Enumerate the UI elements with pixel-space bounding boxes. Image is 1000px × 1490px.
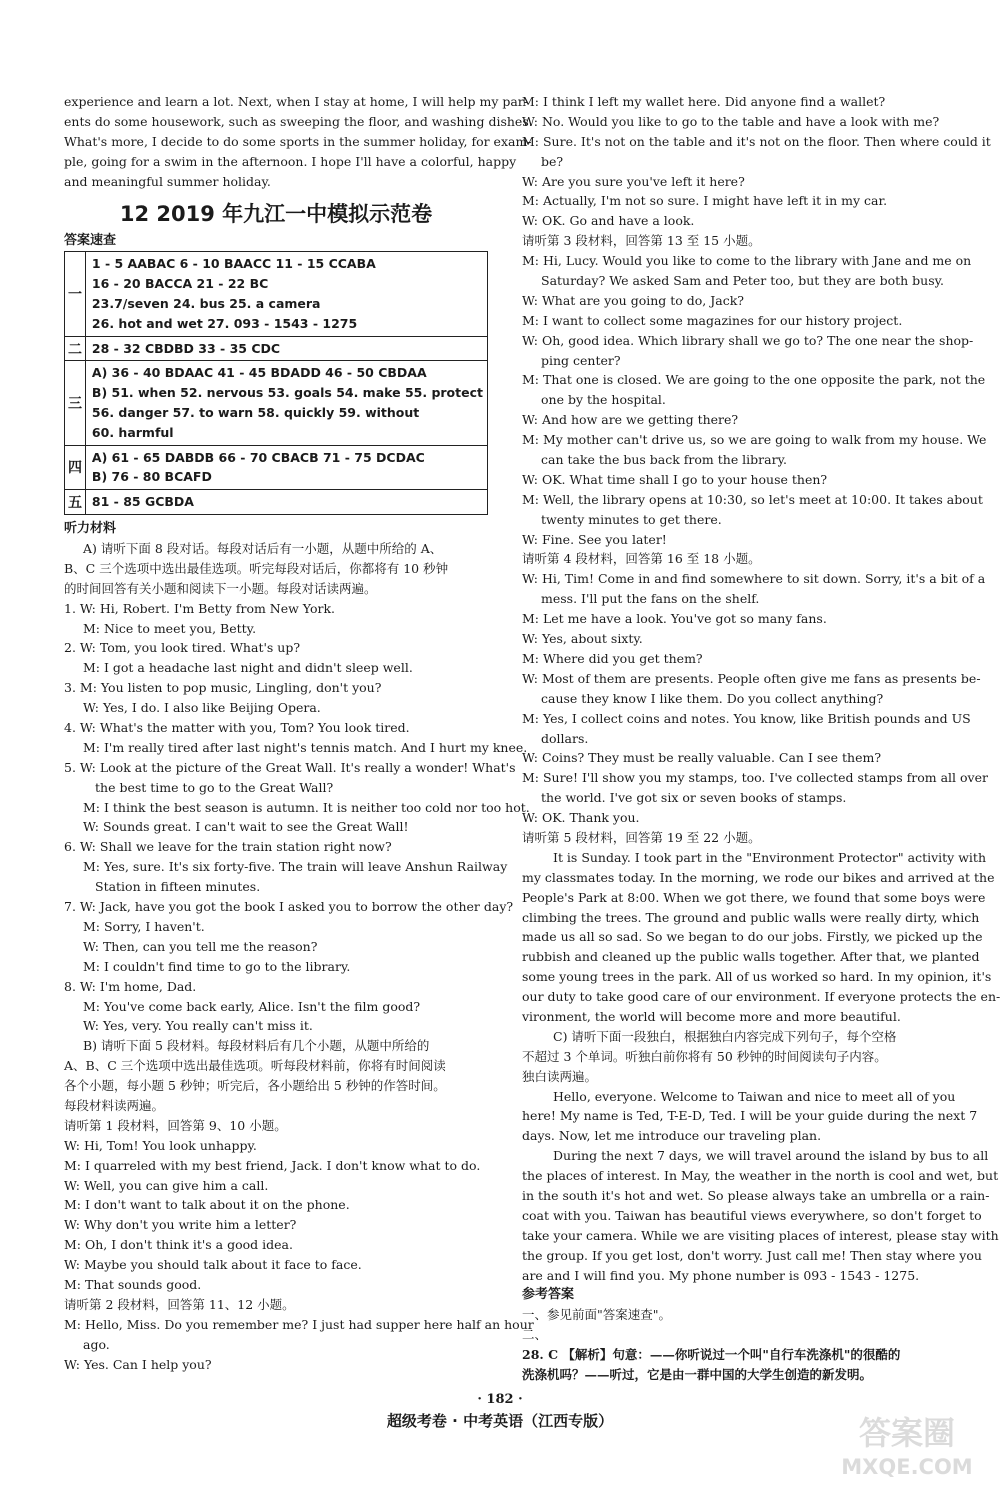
section-number: 三 bbox=[65, 361, 86, 445]
exam-title: 12 2019 年九江一中模拟示范卷 bbox=[119, 202, 433, 227]
script-line: People's Park at 8:00. When we got there, we found that some boys were bbox=[522, 889, 986, 905]
script-line: M: Actually, I'm not so sure. I might have left it in my car. bbox=[522, 193, 888, 209]
script-line: M: You've come back early, Alice. Isn't the film good? bbox=[83, 998, 421, 1014]
section-number: 二 bbox=[65, 336, 86, 361]
script-line: W: Oh, good idea. Which library shall we go to? The one near the shop- bbox=[522, 332, 974, 348]
script-line: M: I'm really tired after last night's tennis match. And I hurt my knee. bbox=[83, 739, 528, 755]
section-answers bbox=[85, 445, 487, 490]
reference-answers bbox=[522, 1305, 944, 1385]
script-line: take your camera. While we are visiting places of interest, please stay with bbox=[522, 1227, 999, 1243]
script-line: the places of interest. In May, the weather in the north is cool and wet, but bbox=[522, 1168, 999, 1184]
script-line: M: Sorry, I haven't. bbox=[83, 918, 205, 934]
script-line: M: I couldn't find time to go to the library. bbox=[83, 958, 351, 974]
script-line: be? bbox=[541, 153, 564, 169]
script-line: M: My mother can't drive us, so we are going to walk from my house. We bbox=[522, 432, 987, 448]
listening-material-label: 听力材料 bbox=[64, 521, 117, 537]
script-line: 请听第 5 段材料，回答第 19 至 22 小题。 bbox=[522, 829, 761, 845]
script-line: M: Yes, sure. It's six forty-five. The train will leave Anshun Railway bbox=[83, 859, 508, 875]
script-line: W: And how are we getting there? bbox=[522, 412, 739, 428]
answer-line: A) 61 - 65 DABDB 66 - 70 CBACB 71 - 75 DCDAC bbox=[91, 449, 425, 465]
script-line: W: OK. What time shall I go to your house then? bbox=[522, 471, 828, 487]
script-line: vironment, the world will become more and more beautiful. bbox=[522, 1008, 901, 1024]
answer-line: 56. danger 57. to warn 58. quickly 59. without bbox=[91, 405, 420, 421]
script-line: W: OK. Go and have a look. bbox=[522, 213, 695, 229]
script-line: days. Now, let me introduce our traveling plan. bbox=[522, 1128, 822, 1144]
script-line: 1. W: Hi, Robert. I'm Betty from New York. bbox=[64, 600, 336, 616]
script-line: are and I will find you. My phone number is 093 - 1543 - 1275. bbox=[522, 1267, 920, 1283]
answer-line: 16 - 20 BACCA 21 - 22 BC bbox=[91, 276, 269, 292]
script-line: Station in fifteen minutes. bbox=[95, 879, 261, 895]
answer-section-row bbox=[65, 361, 488, 445]
script-line: W: No. Would you like to go to the table and have a look with me? bbox=[522, 113, 940, 129]
script-line: climbing the trees. The ground and public walls were really dirty, which bbox=[522, 909, 980, 925]
script-line: W: Hi, Tim! Come in and find somewhere to sit down. Sorry, it's a bit of a bbox=[522, 571, 986, 587]
script-line: 独白读两遍。 bbox=[522, 1068, 598, 1084]
essay-continuation bbox=[64, 92, 533, 191]
answer-section-row bbox=[65, 445, 488, 490]
script-line: M: I don't want to talk about it on the phone. bbox=[64, 1197, 350, 1213]
script-line: M: I got a headache last night and didn't sleep well. bbox=[83, 660, 413, 676]
script-line: A、B、C 三个选项中选出最佳选项。听每段材料前，你将有时间阅读 bbox=[64, 1058, 446, 1074]
left-column bbox=[64, 92, 534, 1374]
script-line: twenty minutes to get there. bbox=[541, 511, 722, 527]
script-line: W: Then, can you tell me the reason? bbox=[83, 938, 318, 954]
script-line: M: I want to collect some magazines for our history project. bbox=[522, 312, 903, 328]
answer-line: 81 - 85 GCBDA bbox=[91, 494, 194, 510]
script-line: Hello, everyone. Welcome to Taiwan and nice to meet all of you bbox=[553, 1088, 956, 1104]
text-line: What's more, I decide to do some sports in the summer holiday, for exam- bbox=[64, 133, 532, 149]
script-line: 每段材料读两遍。 bbox=[64, 1097, 165, 1113]
script-line: 2. W: Tom, you look tired. What's up? bbox=[64, 640, 301, 656]
script-line: 的时间回答有关小题和阅读下一小题。每段对话读两遍。 bbox=[64, 580, 377, 596]
listening-script-right bbox=[522, 92, 1000, 1285]
script-line: M: I quarreled with my best friend, Jack. I don't know what to do. bbox=[64, 1157, 481, 1173]
script-line: dollars. bbox=[541, 730, 589, 746]
script-line: one by the hospital. bbox=[541, 392, 666, 408]
section-number: 一 bbox=[65, 252, 86, 336]
script-line: rubbish and cleaned up the public walls together. After that, we planted bbox=[522, 949, 980, 965]
script-line: W: Maybe you should talk about it face to face. bbox=[64, 1257, 362, 1273]
script-line: some young trees in the park. All of us worked so hard. In my opinion, it's bbox=[522, 969, 992, 985]
section-answers bbox=[85, 336, 487, 361]
script-line: It is Sunday. I took part in the "Environment Protector" activity with bbox=[553, 849, 986, 865]
script-line: in the south it's hot and wet. So please always take an umbrella or a rain- bbox=[522, 1187, 990, 1203]
script-line: M: Hi, Lucy. Would you like to come to the library with Jane and me on bbox=[522, 253, 972, 269]
script-line: 请听第 1 段材料，回答第 9、10 小题。 bbox=[64, 1117, 287, 1133]
right-column bbox=[522, 92, 1000, 1385]
script-line: A) 请听下面 8 段对话。每段对话后有一小题，从题中所给的 A、 bbox=[83, 541, 443, 557]
script-line: W: OK. Thank you. bbox=[522, 810, 640, 826]
script-line: our duty to take good care of our environment. If everyone protects the en- bbox=[522, 989, 1000, 1005]
script-line: W: Well, you can give him a call. bbox=[64, 1177, 269, 1193]
script-line: 8. W: I'm home, Dad. bbox=[64, 978, 197, 994]
answer-explanation-line: 一、参见前面"答案速查"。 bbox=[522, 1307, 671, 1323]
answer-line: 28 - 32 CBDBD 33 - 35 CDC bbox=[91, 340, 281, 356]
answer-line: 23.7/seven 24. bus 25. a camera bbox=[91, 296, 321, 312]
script-line: 3. M: You listen to pop music, Lingling, don't you? bbox=[64, 680, 382, 696]
answer-line: 1 - 5 AABAC 6 - 10 BAACC 11 - 15 CCABA bbox=[91, 256, 376, 272]
script-line: 不超过 3 个单词。听独白前你将有 50 秒钟的时间阅读句子内容。 bbox=[522, 1048, 887, 1064]
script-line: W: Yes. Can I help you? bbox=[64, 1356, 212, 1372]
script-line: M: That sounds good. bbox=[64, 1276, 202, 1292]
script-line: 5. W: Look at the picture of the Great Wall. It's really a wonder! What's bbox=[64, 759, 516, 775]
script-line: coat with you. Taiwan has beautiful views everywhere, so don't forget to bbox=[522, 1207, 982, 1223]
script-line: Saturday? We asked Sam and Peter too, but they are both busy. bbox=[541, 273, 944, 289]
page-number: · 182 · bbox=[477, 1392, 523, 1407]
watermark-cn: 答案圈 bbox=[858, 1414, 956, 1452]
script-line: M: Yes, I collect coins and notes. You know, like British pounds and US bbox=[522, 710, 971, 726]
section-number: 四 bbox=[65, 445, 86, 490]
watermark-logo bbox=[832, 1408, 982, 1482]
script-line: W: Why don't you write him a letter? bbox=[64, 1217, 297, 1233]
script-line: During the next 7 days, we will travel around the island by bus to all bbox=[553, 1148, 989, 1164]
script-line: M: Hello, Miss. Do you remember me? I just had supper here half an hour bbox=[64, 1316, 534, 1332]
script-line: M: Well, the library opens at 10:30, so let's meet at 10:00. It takes about bbox=[522, 491, 983, 507]
script-line: M: Sure! I'll show you my stamps, too. I've collected stamps from all over bbox=[522, 770, 988, 786]
text-line: and meaningful summer holiday. bbox=[64, 173, 271, 189]
answer-line: 26. hot and wet 27. 093 - 1543 - 1275 bbox=[91, 315, 358, 331]
script-line: here! My name is Ted, T-E-D, Ted. I will be your guide during the next 7 bbox=[522, 1108, 978, 1124]
script-line: 各个小题，每小题 5 秒钟；听完后，各小题给出 5 秒钟的作答时间。 bbox=[64, 1078, 446, 1094]
script-line: C) 请听下面一段独白，根据独白内容完成下列句子，每个空格 bbox=[553, 1028, 897, 1044]
reference-answer-label: 参考答案 bbox=[522, 1287, 575, 1303]
answer-section-row bbox=[65, 252, 488, 336]
script-line: my classmates today. In the morning, we rode our bikes and arrived at the bbox=[522, 869, 995, 885]
section-answers bbox=[85, 490, 487, 515]
script-line: mess. I'll put the fans on the shelf. bbox=[541, 591, 760, 607]
watermark-en: MXQE.COM bbox=[841, 1455, 973, 1479]
answer-explanation-line: 二、 bbox=[522, 1327, 548, 1343]
script-line: cause they know I like them. Do you collect anything? bbox=[541, 690, 884, 706]
script-line: W: Fine. See you later! bbox=[522, 531, 667, 547]
script-line: W: Are you sure you've left it here? bbox=[522, 173, 745, 189]
section-answers bbox=[85, 361, 487, 445]
answer-line: B) 76 - 80 BCAFD bbox=[91, 469, 212, 485]
script-line: W: Sounds great. I can't wait to see the Great Wall! bbox=[83, 819, 409, 835]
listening-script-left bbox=[64, 539, 534, 1374]
script-line: 6. W: Shall we leave for the train station right now? bbox=[64, 839, 392, 855]
answer-section-row bbox=[65, 336, 488, 361]
script-line: M: Nice to meet you, Betty. bbox=[83, 620, 257, 636]
script-line: 请听第 4 段材料，回答第 16 至 18 小题。 bbox=[522, 551, 761, 567]
script-line: M: I think the best season is autumn. It is neither too cold nor too hot. bbox=[83, 799, 530, 815]
script-line: 请听第 2 段材料，回答第 11、12 小题。 bbox=[64, 1296, 295, 1312]
script-line: M: That one is closed. We are going to the one opposite the park, not the bbox=[522, 372, 986, 388]
text-line: ents do some housework, such as sweeping the floor, and washing dishes. bbox=[64, 113, 533, 129]
section-number: 五 bbox=[65, 490, 86, 515]
answer-line: B) 51. when 52. nervous 53. goals 54. make 55. protect bbox=[91, 385, 483, 401]
section-answers bbox=[85, 252, 487, 336]
answer-line: A) 36 - 40 BDAAC 41 - 45 BDADD 46 - 50 CBDAA bbox=[91, 365, 427, 381]
script-line: 4. W: What's the matter with you, Tom? You look tired. bbox=[64, 720, 410, 736]
script-line: W: Yes, very. You really can't miss it. bbox=[83, 1018, 313, 1034]
answer-explanation-line: 洗涤机吗？——听过，它是由一群中国的大学生创造的新发明。 bbox=[522, 1367, 873, 1383]
script-line: M: Let me have a look. You've got so many fans. bbox=[522, 611, 827, 627]
script-line: can take the bus back from the library. bbox=[541, 452, 787, 468]
answer-key-label: 答案速查 bbox=[64, 233, 117, 249]
script-line: M: I think I left my wallet here. Did anyone find a wallet? bbox=[522, 94, 886, 109]
script-line: M: Sure. It's not on the table and it's not on the floor. Then where could it bbox=[522, 133, 991, 149]
script-line: W: What are you going to do, Jack? bbox=[522, 292, 744, 308]
script-line: ago. bbox=[83, 1336, 110, 1352]
script-line: W: Coins? They must be really valuable. Can I see them? bbox=[522, 750, 882, 766]
text-line: experience and learn a lot. Next, when I stay at home, I will help my par- bbox=[64, 94, 529, 109]
script-line: W: Yes, I do. I also like Beijing Opera. bbox=[83, 700, 321, 716]
answer-section-row bbox=[65, 490, 488, 515]
book-title-footer: 超级考卷 · 中考英语（江西专版） bbox=[386, 1412, 614, 1430]
script-line: the group. If you get lost, don't worry. Just call me! Then stay where you bbox=[522, 1247, 982, 1263]
script-line: B) 请听下面 5 段材料。每段材料后有几个小题，从题中所给的 bbox=[83, 1038, 430, 1054]
script-line: 请听第 3 段材料，回答第 13 至 15 小题。 bbox=[522, 233, 761, 249]
answer-line: 60. harmful bbox=[91, 424, 174, 440]
script-line: 7. W: Jack, have you got the book I asked you to borrow the other day? bbox=[64, 899, 514, 915]
text-line: ple, going for a swim in the afternoon. I hope I'll have a colorful, happy bbox=[64, 153, 517, 169]
script-line: W: Hi, Tom! You look unhappy. bbox=[64, 1137, 257, 1153]
script-line: M: Oh, I don't think it's a good idea. bbox=[64, 1237, 293, 1253]
answer-key-table bbox=[64, 251, 488, 515]
script-line: W: Most of them are presents. People often give me fans as presents be- bbox=[522, 670, 981, 686]
script-line: the best time to go to the Great Wall? bbox=[95, 779, 334, 795]
script-line: made us all so sad. So we began to do our jobs. Firstly, we picked up the bbox=[522, 929, 983, 945]
script-line: M: Where did you get them? bbox=[522, 650, 703, 666]
answer-explanation-line: 28. C 【解析】句意：——你听说过一个叫"自行车洗涤机"的很酷的 bbox=[522, 1347, 901, 1363]
script-line: the world. I've got six or seven books of stamps. bbox=[541, 790, 847, 806]
script-line: W: Yes, about sixty. bbox=[522, 631, 643, 647]
script-line: ping center? bbox=[541, 352, 621, 368]
script-line: B、C 三个选项中选出最佳选项。听完每段对话后，你都将有 10 秒钟 bbox=[64, 560, 449, 576]
